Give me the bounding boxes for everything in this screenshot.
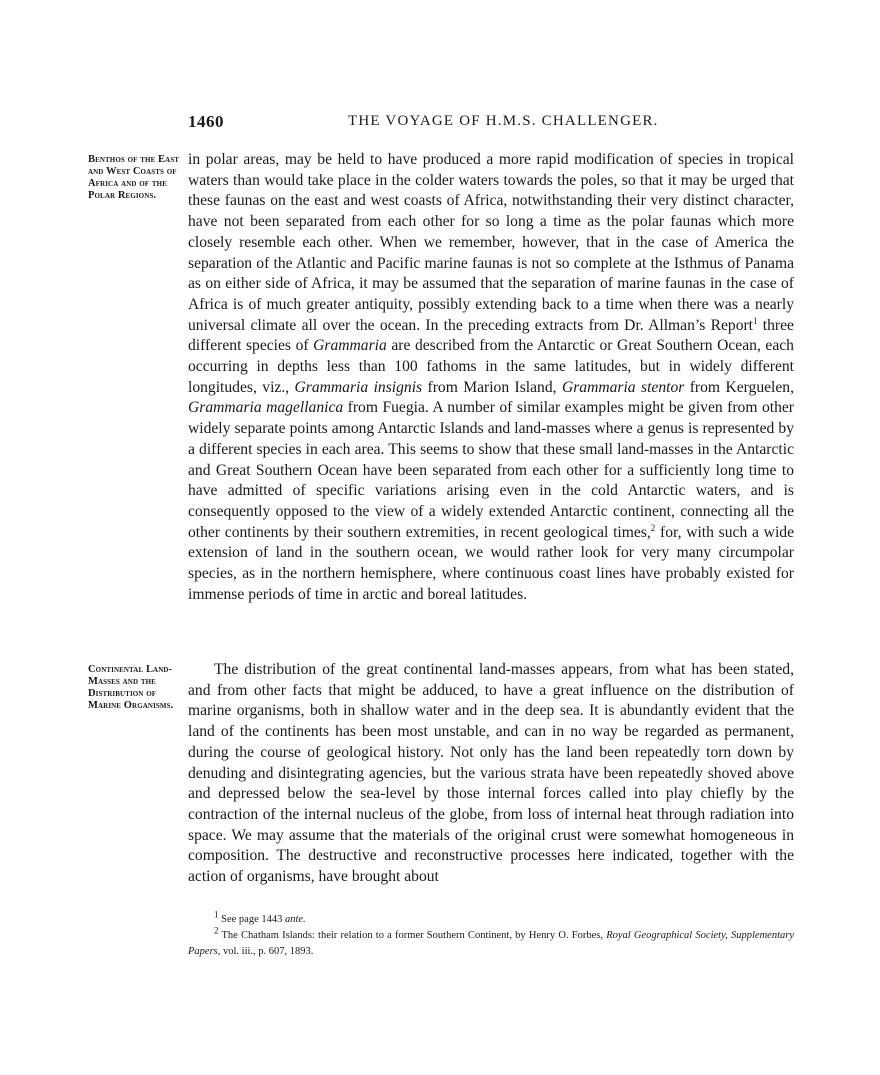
paragraph-text: from Kerguelen, xyxy=(684,378,795,396)
footnote-italic: Royal Geographical Society, Supplementary Papers xyxy=(188,930,794,957)
footnote-reference: 2 xyxy=(650,522,656,533)
paragraph-text: are described from the Antarctic or Great Southern Ocean, each occurring in depths less than 100 fathoms in the same latitudes, but in widely different longitudes, viz., xyxy=(188,337,794,396)
paragraph-text: from Fuegia. A number of similar examples might be given from other widely separate points among Antarctic Islands and land-masses where a genus is represented by a different species in each area. This seems to show that these small land-masses in the Antarctic and Great Southern Ocean have been separated from each other for a sufficiently long time to have admitted of specific variations arising even in the cold Antarctic waters, and is consequently opposed to the view of a widely extended Antarctic continent, connecting all the other continents by their southern extremities, in recent geological times, xyxy=(188,399,794,541)
sidenote-benthos: Benthos of the East and West Coasts of Africa and of the Polar Regions. xyxy=(88,154,180,201)
body-paragraph-1 xyxy=(188,150,794,605)
footnotes xyxy=(188,909,794,960)
paragraph-text: in polar areas, may be held to have produced a more rapid modification of species in tropical waters than would take place in the colder waters towards the poles, so that it may be urged that these faunas on the east and west coasts of Africa, notwithstanding their very distinct character, have not been separated from each other for so long a time as the polar faunas which more closely resemble each other. When we remember, however, that in the case of America the separation of the Atlantic and Pacific marine faunas is not so complete at the Isthmus of Panama as on either side of Africa, it may be assumed that the separation of marine faunas in the case of Africa is of much greater antiquity, possibly extending back to a time when there was a nearly universal climate all over the ocean. In the preceding extracts from Dr. Allman’s Report xyxy=(188,151,794,334)
species-name: Grammaria stentor xyxy=(561,378,685,396)
paragraph-text: for, with such a wide extension of land in the southern ocean, we would rather look for very many circumpolar species, as in the northern hemisphere, where continuous coast lines have probably existed for immense periods of time in arctic and boreal latitudes. xyxy=(188,523,794,603)
paragraph-text: from Marion Island, xyxy=(422,378,562,396)
page-header xyxy=(188,112,792,136)
body-paragraph-2: The distribution of the great continental land-masses appears, from what has been stated, and from other facts that might be adduced, to have a great influence on the distribution of marine organisms, both in shallow water and in the deep sea. It is abundantly evident that the land of the continents has been most unstable, and can in no way be regarded as permanent, during the course of geological history. Not only has the land been repeatedly torn down by denuding and disintegrating agencies, but the various strata have been repeatedly shoved above and depressed below the sea-level by those internal forces called into play chiefly by the contraction of the internal nucleus of the globe, from loss of internal heat through radiation into space. We may assume that the materials of the original crust were somewhat homogeneous in composition. The destructive and reconstructive processes here indicated, together with the action of organisms, have brought about xyxy=(188,661,794,886)
footnote-1 xyxy=(188,909,794,928)
footnote-text: , vol. iii., p. 607, 1893. xyxy=(217,946,314,957)
sidenote-continental-land-masses: Continental Land-Masses and the Distribution of Marine Organisms. xyxy=(88,664,174,711)
running-title: THE VOYAGE OF H.M.S. CHALLENGER. xyxy=(348,113,659,129)
species-name: Grammaria insignis xyxy=(294,378,423,396)
footnote-text: See page 1443 xyxy=(218,914,285,925)
footnote-mark: 2 xyxy=(214,925,219,936)
species-name: Grammaria xyxy=(313,337,387,355)
footnote-2 xyxy=(188,925,794,960)
footnote-text: The Chatham Islands: their relation to a former Southern Continent, by Henry O. Forbes, xyxy=(218,930,607,941)
species-name: Grammaria magellanica xyxy=(188,399,344,417)
page-number: 1460 xyxy=(188,112,224,131)
paragraph-text: three different species of xyxy=(188,316,794,355)
footnote-italic: ante. xyxy=(284,914,306,925)
footnote-mark: 1 xyxy=(214,909,219,920)
footnote-reference: 1 xyxy=(753,315,758,326)
